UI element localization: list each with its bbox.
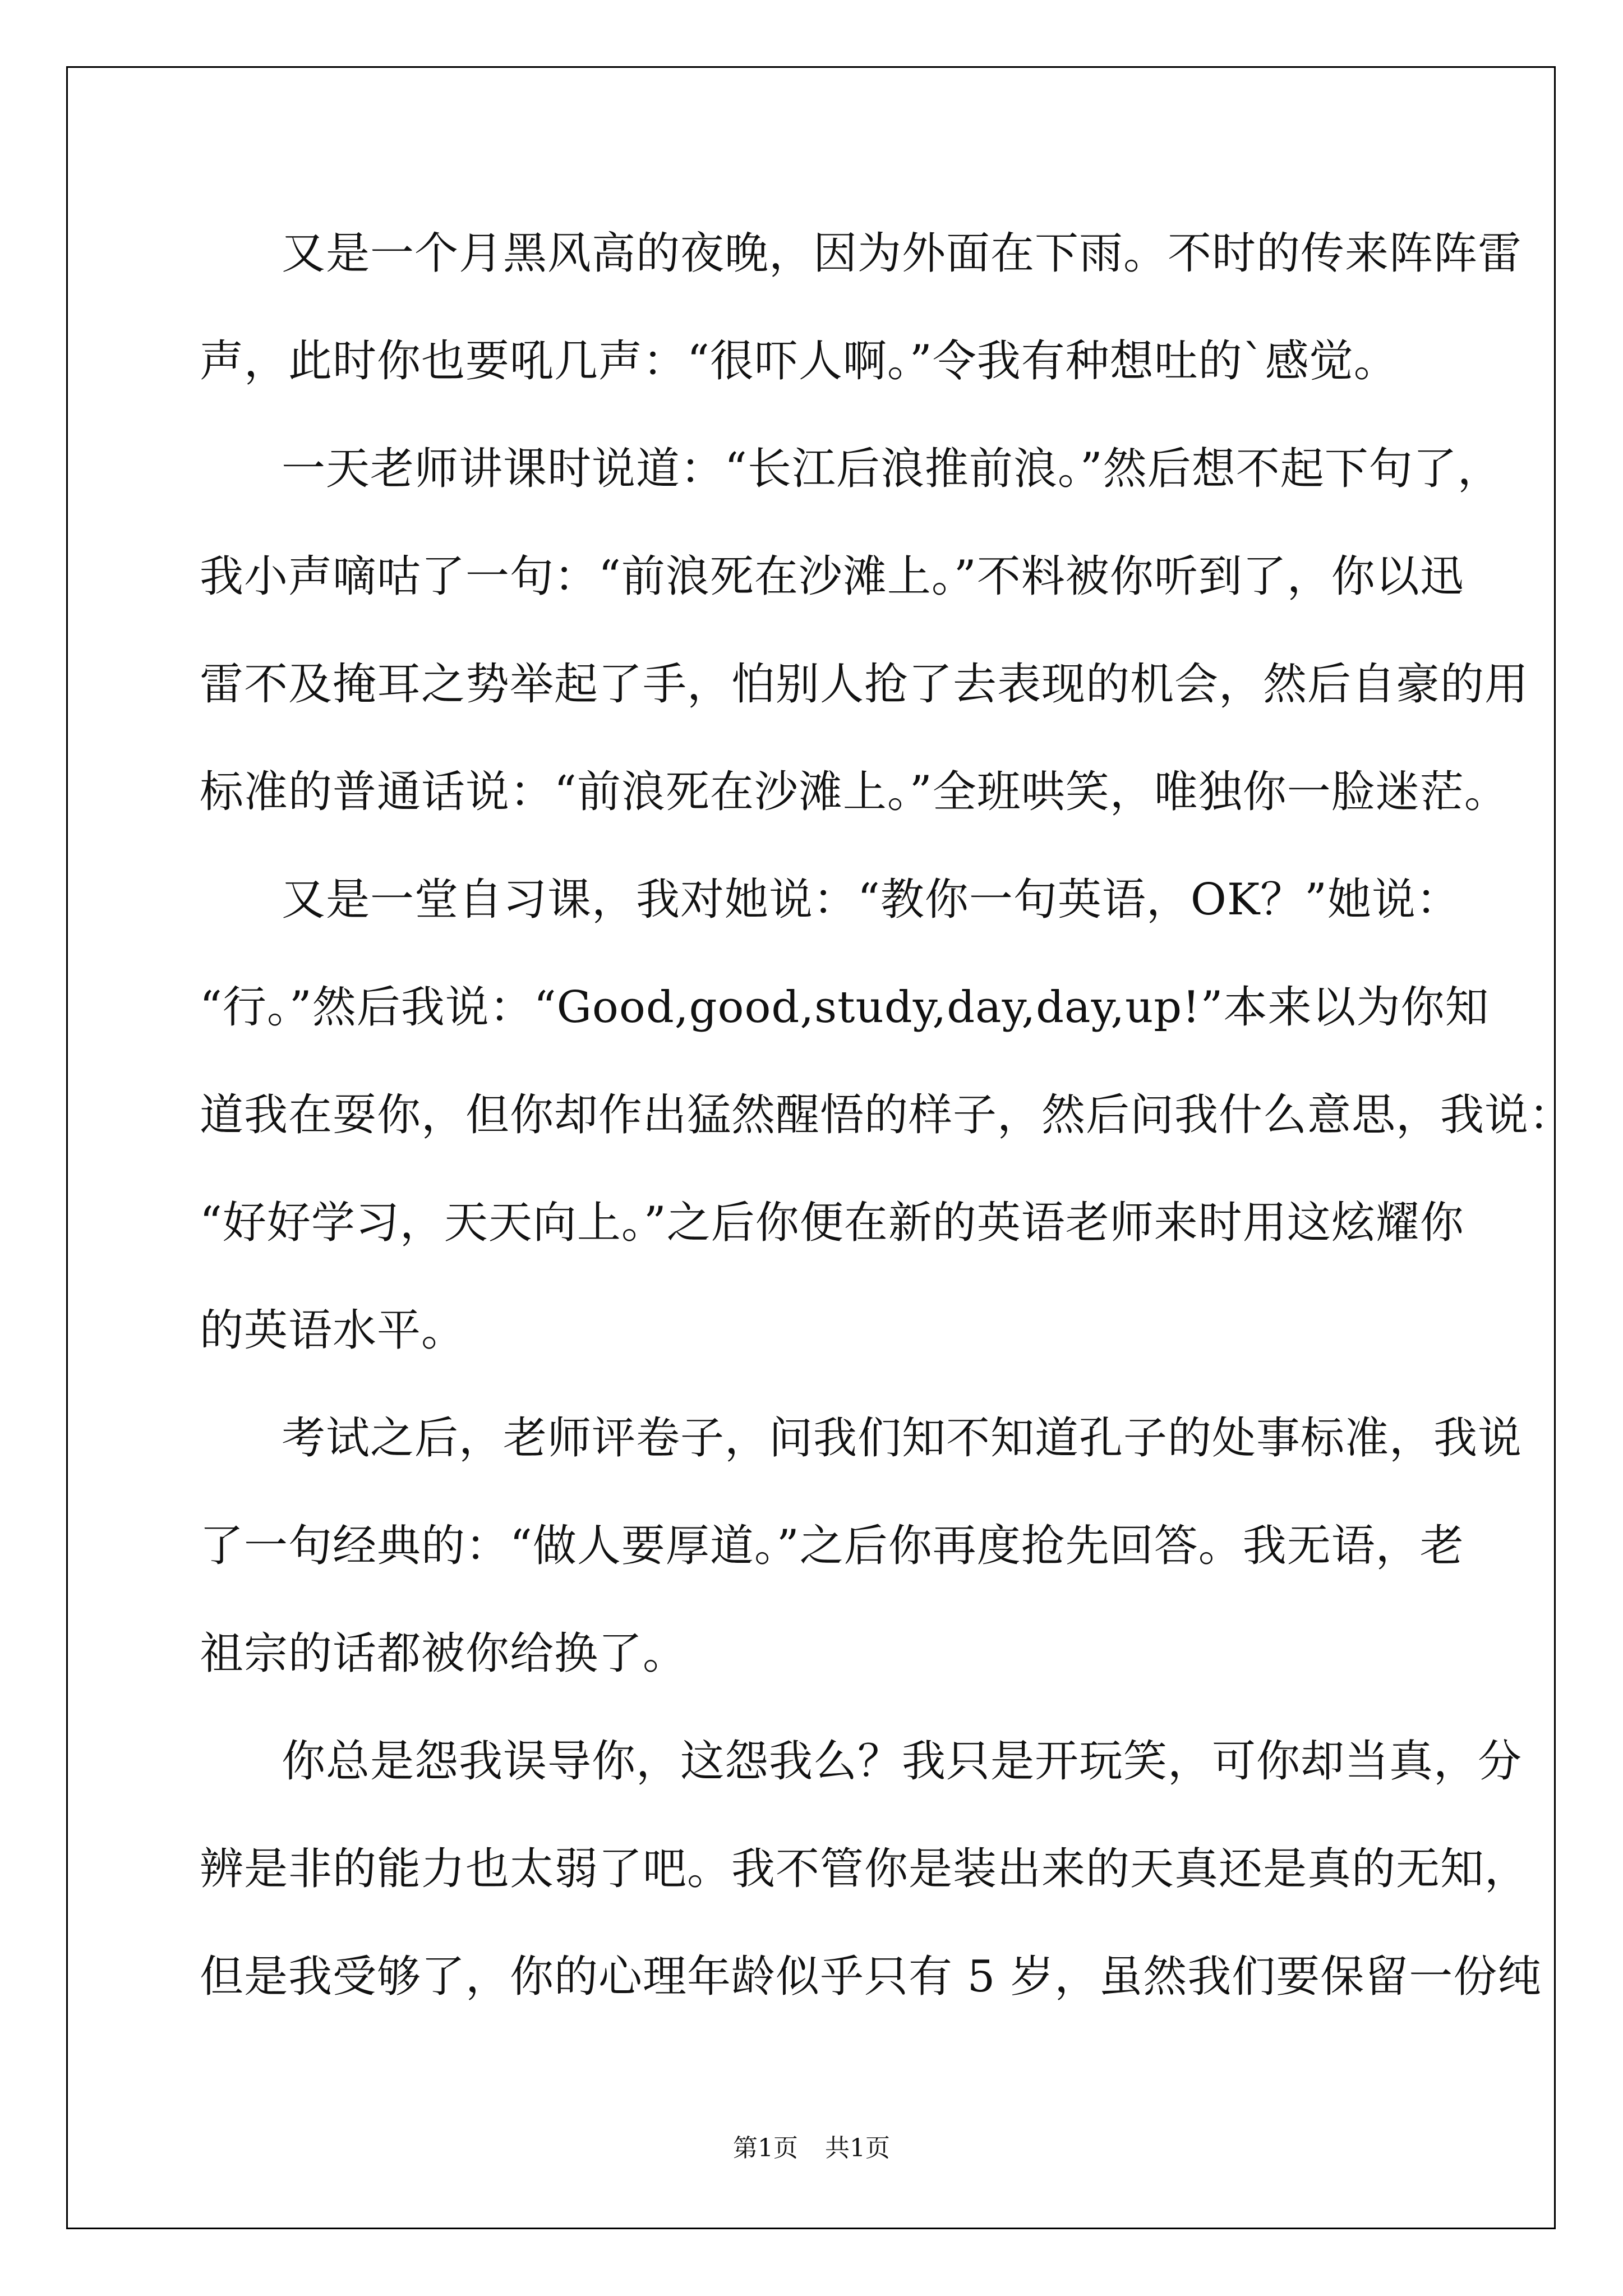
paragraph-3-line-1: 又是一堂自习课，我对她说：“教你一句英语，OK？”她说：	[282, 875, 1460, 925]
paragraph-2-line-4: 标准的普通话说：“前浪死在沙滩上。”全班哄笑，唯独你一脸迷茫。	[200, 767, 1509, 817]
paragraph-3-line-2: “行。”然后我说：“Good,good,study,day,day,up!”本来以为你知	[200, 982, 1490, 1033]
paragraph-4-line-2: 了一句经典的：“做人要厚道。”之后你再度抢先回答。我无语，老	[200, 1521, 1464, 1571]
paragraph-4-line-3: 祖宗的话都被你给换了。	[200, 1628, 688, 1679]
paragraph-4-line-1: 考试之后，老师评卷子，问我们知不知道孔子的处事标准，我说	[282, 1413, 1523, 1464]
paragraph-5-line-3: 但是我受够了，你的心理年龄似乎只有 5 岁，虽然我们要保留一份纯	[200, 1952, 1542, 2002]
page-total: 共1页	[825, 2134, 890, 2162]
paragraph-3-line-3: 道我在耍你，但你却作出猛然醒悟的样子，然后问我什么意思，我说：	[200, 1090, 1574, 1140]
paragraph-1-line-1: 又是一个月黑风高的夜晚，因为外面在下雨。不时的传来阵阵雷	[282, 228, 1523, 279]
paragraph-3-line-5: 的英语水平。	[200, 1305, 466, 1356]
page-number: 第1页	[733, 2134, 798, 2162]
paragraph-1-line-2: 声，此时你也要吼几声：“很吓人啊。”令我有种想吐的`感觉。	[200, 336, 1398, 386]
paragraph-2-line-2: 我小声嘀咕了一句：“前浪死在沙滩上。”不料被你听到了，你以迅	[200, 551, 1464, 602]
paragraph-5-line-2: 辨是非的能力也太弱了吧。我不管你是装出来的天真还是真的无知，	[200, 1844, 1529, 1894]
paragraph-2-line-3: 雷不及掩耳之势举起了手，怕别人抢了去表现的机会，然后自豪的用	[200, 659, 1529, 710]
document-body	[200, 218, 1574, 2049]
page-footer	[0, 2132, 1623, 2165]
paragraph-2-line-1: 一天老师讲课时说道：“长江后浪推前浪。”然后想不起下句了，	[282, 444, 1502, 494]
paragraph-3-line-4: “好好学习，天天向上。”之后你便在新的英语老师来时用这炫耀你	[200, 1198, 1464, 1248]
paragraph-5-line-1: 你总是怨我误导你，这怨我么？我只是开玩笑，可你却当真，分	[282, 1736, 1523, 1787]
